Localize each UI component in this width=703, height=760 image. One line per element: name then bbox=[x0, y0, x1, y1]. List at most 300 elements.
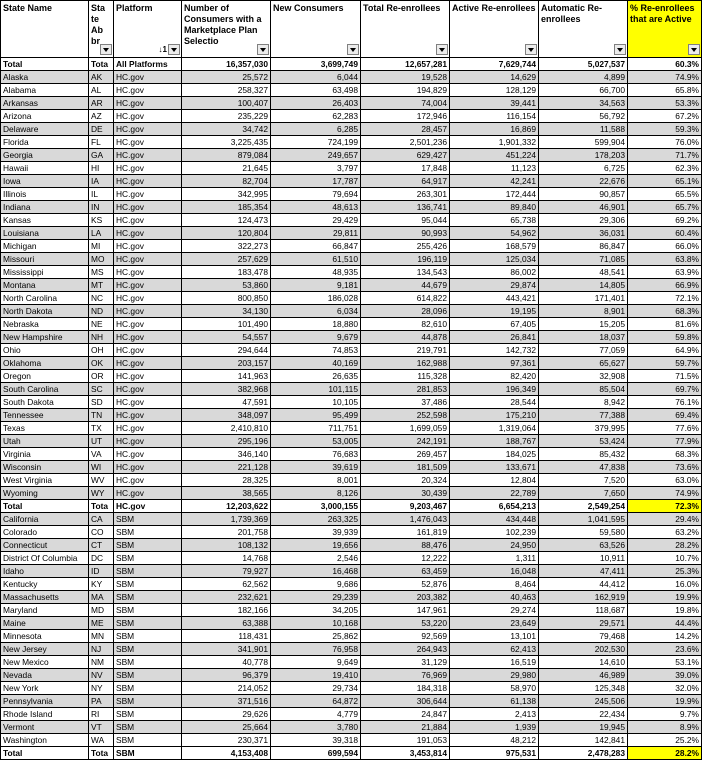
cell-pct-active[interactable]: 8.9% bbox=[628, 721, 702, 734]
cell-total-reenrollees[interactable]: 76,969 bbox=[361, 669, 450, 682]
cell-automatic-reenrollees[interactable]: 125,348 bbox=[539, 682, 628, 695]
cell-state-name[interactable]: New Hampshire bbox=[1, 331, 89, 344]
cell-state-abbr[interactable]: NY bbox=[89, 682, 114, 695]
cell-automatic-reenrollees[interactable]: 32,908 bbox=[539, 370, 628, 383]
cell-state-name[interactable]: California bbox=[1, 513, 89, 526]
cell-automatic-reenrollees[interactable]: 79,468 bbox=[539, 630, 628, 643]
cell-automatic-reenrollees[interactable]: 65,627 bbox=[539, 357, 628, 370]
cell-new-consumers[interactable]: 74,853 bbox=[271, 344, 361, 357]
cell-automatic-reenrollees[interactable]: 22,676 bbox=[539, 175, 628, 188]
cell-new-consumers[interactable]: 9,181 bbox=[271, 279, 361, 292]
cell-state-abbr[interactable]: DC bbox=[89, 552, 114, 565]
cell-automatic-reenrollees[interactable]: 53,424 bbox=[539, 435, 628, 448]
cell-new-consumers[interactable]: 48,935 bbox=[271, 266, 361, 279]
cell-active-reenrollees[interactable]: 184,025 bbox=[450, 448, 539, 461]
cell-new-consumers[interactable]: 3,000,155 bbox=[271, 500, 361, 513]
cell-platform[interactable]: SBM bbox=[114, 695, 182, 708]
cell-state-name[interactable]: Pennsylvania bbox=[1, 695, 89, 708]
cell-automatic-reenrollees[interactable]: 46,989 bbox=[539, 669, 628, 682]
cell-state-abbr[interactable]: MA bbox=[89, 591, 114, 604]
cell-consumers[interactable]: 879,084 bbox=[182, 149, 271, 162]
cell-active-reenrollees[interactable]: 11,123 bbox=[450, 162, 539, 175]
cell-total-reenrollees[interactable]: 30,439 bbox=[361, 487, 450, 500]
cell-automatic-reenrollees[interactable]: 46,901 bbox=[539, 201, 628, 214]
cell-platform[interactable]: HC.gov bbox=[114, 97, 182, 110]
filter-dropdown-button[interactable] bbox=[436, 44, 448, 55]
cell-state-abbr[interactable]: MT bbox=[89, 279, 114, 292]
cell-active-reenrollees[interactable]: 29,980 bbox=[450, 669, 539, 682]
cell-state-abbr[interactable]: TN bbox=[89, 409, 114, 422]
cell-consumers[interactable]: 21,645 bbox=[182, 162, 271, 175]
cell-total-reenrollees[interactable]: 2,501,236 bbox=[361, 136, 450, 149]
cell-automatic-reenrollees[interactable]: 19,945 bbox=[539, 721, 628, 734]
cell-consumers[interactable]: 4,153,408 bbox=[182, 747, 271, 760]
cell-state-name[interactable]: North Dakota bbox=[1, 305, 89, 318]
cell-state-name[interactable]: New Jersey bbox=[1, 643, 89, 656]
cell-active-reenrollees[interactable]: 133,671 bbox=[450, 461, 539, 474]
cell-state-name[interactable]: Hawaii bbox=[1, 162, 89, 175]
cell-state-abbr[interactable]: VT bbox=[89, 721, 114, 734]
cell-pct-active[interactable]: 72.3% bbox=[628, 500, 702, 513]
cell-total-reenrollees[interactable]: 12,222 bbox=[361, 552, 450, 565]
cell-pct-active[interactable]: 71.7% bbox=[628, 149, 702, 162]
cell-new-consumers[interactable]: 19,410 bbox=[271, 669, 361, 682]
cell-consumers[interactable]: 342,995 bbox=[182, 188, 271, 201]
cell-new-consumers[interactable]: 29,734 bbox=[271, 682, 361, 695]
cell-platform[interactable]: HC.gov bbox=[114, 279, 182, 292]
cell-platform[interactable]: HC.gov bbox=[114, 162, 182, 175]
cell-active-reenrollees[interactable]: 26,841 bbox=[450, 331, 539, 344]
cell-state-abbr[interactable]: AK bbox=[89, 71, 114, 84]
cell-total-reenrollees[interactable]: 28,096 bbox=[361, 305, 450, 318]
cell-state-abbr[interactable]: ME bbox=[89, 617, 114, 630]
cell-state-name[interactable]: Connecticut bbox=[1, 539, 89, 552]
cell-new-consumers[interactable]: 3,699,749 bbox=[271, 58, 361, 71]
filter-dropdown-button[interactable] bbox=[688, 44, 700, 55]
cell-consumers[interactable]: 53,860 bbox=[182, 279, 271, 292]
cell-pct-active[interactable]: 71.5% bbox=[628, 370, 702, 383]
cell-active-reenrollees[interactable]: 196,349 bbox=[450, 383, 539, 396]
cell-total-reenrollees[interactable]: 1,699,059 bbox=[361, 422, 450, 435]
cell-state-abbr[interactable]: AZ bbox=[89, 110, 114, 123]
cell-total-reenrollees[interactable]: 88,476 bbox=[361, 539, 450, 552]
cell-state-name[interactable]: Iowa bbox=[1, 175, 89, 188]
cell-total-reenrollees[interactable]: 19,528 bbox=[361, 71, 450, 84]
cell-consumers[interactable]: 1,739,369 bbox=[182, 513, 271, 526]
cell-active-reenrollees[interactable]: 1,939 bbox=[450, 721, 539, 734]
cell-state-abbr[interactable]: AR bbox=[89, 97, 114, 110]
cell-state-abbr[interactable]: IA bbox=[89, 175, 114, 188]
cell-automatic-reenrollees[interactable]: 599,904 bbox=[539, 136, 628, 149]
cell-platform[interactable]: HC.gov bbox=[114, 409, 182, 422]
cell-consumers[interactable]: 382,968 bbox=[182, 383, 271, 396]
cell-consumers[interactable]: 322,273 bbox=[182, 240, 271, 253]
cell-state-abbr[interactable]: VA bbox=[89, 448, 114, 461]
cell-platform[interactable]: HC.gov bbox=[114, 214, 182, 227]
cell-active-reenrollees[interactable]: 7,629,744 bbox=[450, 58, 539, 71]
cell-new-consumers[interactable]: 3,780 bbox=[271, 721, 361, 734]
cell-state-abbr[interactable]: LA bbox=[89, 227, 114, 240]
cell-state-name[interactable]: Texas bbox=[1, 422, 89, 435]
cell-consumers[interactable]: 14,768 bbox=[182, 552, 271, 565]
cell-new-consumers[interactable]: 29,811 bbox=[271, 227, 361, 240]
cell-pct-active[interactable]: 59.7% bbox=[628, 357, 702, 370]
cell-active-reenrollees[interactable]: 97,361 bbox=[450, 357, 539, 370]
cell-consumers[interactable]: 232,621 bbox=[182, 591, 271, 604]
cell-active-reenrollees[interactable]: 42,241 bbox=[450, 175, 539, 188]
cell-platform[interactable]: HC.gov bbox=[114, 227, 182, 240]
cell-automatic-reenrollees[interactable]: 15,205 bbox=[539, 318, 628, 331]
cell-automatic-reenrollees[interactable]: 5,027,537 bbox=[539, 58, 628, 71]
cell-new-consumers[interactable]: 9,686 bbox=[271, 578, 361, 591]
cell-state-name[interactable]: Colorado bbox=[1, 526, 89, 539]
cell-state-abbr[interactable]: OR bbox=[89, 370, 114, 383]
cell-state-name[interactable]: Arizona bbox=[1, 110, 89, 123]
cell-automatic-reenrollees[interactable]: 77,388 bbox=[539, 409, 628, 422]
cell-total-reenrollees[interactable]: 184,318 bbox=[361, 682, 450, 695]
cell-automatic-reenrollees[interactable]: 36,031 bbox=[539, 227, 628, 240]
cell-pct-active[interactable]: 76.1% bbox=[628, 396, 702, 409]
cell-platform[interactable]: HC.gov bbox=[114, 318, 182, 331]
cell-platform[interactable]: SBM bbox=[114, 669, 182, 682]
cell-new-consumers[interactable]: 63,498 bbox=[271, 84, 361, 97]
cell-automatic-reenrollees[interactable]: 85,432 bbox=[539, 448, 628, 461]
cell-consumers[interactable]: 185,354 bbox=[182, 201, 271, 214]
cell-new-consumers[interactable]: 26,635 bbox=[271, 370, 361, 383]
cell-new-consumers[interactable]: 711,751 bbox=[271, 422, 361, 435]
cell-pct-active[interactable]: 19.9% bbox=[628, 591, 702, 604]
cell-state-name[interactable]: Total bbox=[1, 747, 89, 760]
cell-active-reenrollees[interactable]: 434,448 bbox=[450, 513, 539, 526]
cell-state-abbr[interactable]: KY bbox=[89, 578, 114, 591]
cell-consumers[interactable]: 295,196 bbox=[182, 435, 271, 448]
cell-consumers[interactable]: 346,140 bbox=[182, 448, 271, 461]
cell-state-name[interactable]: Tennessee bbox=[1, 409, 89, 422]
cell-total-reenrollees[interactable]: 95,044 bbox=[361, 214, 450, 227]
cell-new-consumers[interactable]: 3,797 bbox=[271, 162, 361, 175]
cell-pct-active[interactable]: 19.9% bbox=[628, 695, 702, 708]
cell-automatic-reenrollees[interactable]: 66,700 bbox=[539, 84, 628, 97]
cell-platform[interactable]: HC.gov bbox=[114, 383, 182, 396]
cell-new-consumers[interactable]: 40,169 bbox=[271, 357, 361, 370]
cell-new-consumers[interactable]: 2,546 bbox=[271, 552, 361, 565]
cell-automatic-reenrollees[interactable]: 71,085 bbox=[539, 253, 628, 266]
cell-pct-active[interactable]: 63.8% bbox=[628, 253, 702, 266]
cell-platform[interactable]: HC.gov bbox=[114, 487, 182, 500]
cell-platform[interactable]: SBM bbox=[114, 604, 182, 617]
cell-new-consumers[interactable]: 19,656 bbox=[271, 539, 361, 552]
cell-pct-active[interactable]: 76.0% bbox=[628, 136, 702, 149]
cell-state-abbr[interactable]: WI bbox=[89, 461, 114, 474]
cell-automatic-reenrollees[interactable]: 2,549,254 bbox=[539, 500, 628, 513]
cell-consumers[interactable]: 258,327 bbox=[182, 84, 271, 97]
cell-total-reenrollees[interactable]: 44,878 bbox=[361, 331, 450, 344]
cell-state-name[interactable]: Kentucky bbox=[1, 578, 89, 591]
cell-new-consumers[interactable]: 39,619 bbox=[271, 461, 361, 474]
cell-total-reenrollees[interactable]: 82,610 bbox=[361, 318, 450, 331]
cell-consumers[interactable]: 38,565 bbox=[182, 487, 271, 500]
cell-active-reenrollees[interactable]: 28,544 bbox=[450, 396, 539, 409]
cell-pct-active[interactable]: 63.0% bbox=[628, 474, 702, 487]
cell-new-consumers[interactable]: 4,779 bbox=[271, 708, 361, 721]
cell-total-reenrollees[interactable]: 9,203,467 bbox=[361, 500, 450, 513]
cell-new-consumers[interactable]: 699,594 bbox=[271, 747, 361, 760]
cell-pct-active[interactable]: 28.2% bbox=[628, 747, 702, 760]
cell-active-reenrollees[interactable]: 13,101 bbox=[450, 630, 539, 643]
cell-state-name[interactable]: Massachusetts bbox=[1, 591, 89, 604]
cell-state-name[interactable]: Montana bbox=[1, 279, 89, 292]
cell-total-reenrollees[interactable]: 52,876 bbox=[361, 578, 450, 591]
cell-platform[interactable]: HC.gov bbox=[114, 266, 182, 279]
cell-new-consumers[interactable]: 8,126 bbox=[271, 487, 361, 500]
cell-new-consumers[interactable]: 186,028 bbox=[271, 292, 361, 305]
cell-active-reenrollees[interactable]: 23,649 bbox=[450, 617, 539, 630]
cell-state-name[interactable]: North Carolina bbox=[1, 292, 89, 305]
cell-pct-active[interactable]: 65.5% bbox=[628, 188, 702, 201]
cell-state-name[interactable]: Nebraska bbox=[1, 318, 89, 331]
cell-total-reenrollees[interactable]: 172,946 bbox=[361, 110, 450, 123]
cell-pct-active[interactable]: 23.6% bbox=[628, 643, 702, 656]
cell-pct-active[interactable]: 44.4% bbox=[628, 617, 702, 630]
cell-active-reenrollees[interactable]: 16,519 bbox=[450, 656, 539, 669]
cell-pct-active[interactable]: 53.1% bbox=[628, 656, 702, 669]
cell-state-name[interactable]: Louisiana bbox=[1, 227, 89, 240]
cell-platform[interactable]: HC.gov bbox=[114, 201, 182, 214]
cell-state-abbr[interactable]: NV bbox=[89, 669, 114, 682]
cell-platform[interactable]: SBM bbox=[114, 565, 182, 578]
cell-state-abbr[interactable]: ID bbox=[89, 565, 114, 578]
cell-platform[interactable]: HC.gov bbox=[114, 188, 182, 201]
cell-platform[interactable]: SBM bbox=[114, 656, 182, 669]
cell-consumers[interactable]: 96,379 bbox=[182, 669, 271, 682]
cell-active-reenrollees[interactable]: 102,239 bbox=[450, 526, 539, 539]
cell-state-abbr[interactable]: UT bbox=[89, 435, 114, 448]
cell-platform[interactable]: SBM bbox=[114, 630, 182, 643]
cell-active-reenrollees[interactable]: 58,970 bbox=[450, 682, 539, 695]
cell-automatic-reenrollees[interactable]: 85,504 bbox=[539, 383, 628, 396]
cell-total-reenrollees[interactable]: 17,848 bbox=[361, 162, 450, 175]
cell-new-consumers[interactable]: 6,034 bbox=[271, 305, 361, 318]
cell-pct-active[interactable]: 28.2% bbox=[628, 539, 702, 552]
cell-state-name[interactable]: Michigan bbox=[1, 240, 89, 253]
cell-total-reenrollees[interactable]: 20,324 bbox=[361, 474, 450, 487]
cell-pct-active[interactable]: 53.3% bbox=[628, 97, 702, 110]
cell-automatic-reenrollees[interactable]: 22,434 bbox=[539, 708, 628, 721]
cell-platform[interactable]: SBM bbox=[114, 513, 182, 526]
cell-state-name[interactable]: New Mexico bbox=[1, 656, 89, 669]
cell-platform[interactable]: HC.gov bbox=[114, 71, 182, 84]
cell-platform[interactable]: HC.gov bbox=[114, 435, 182, 448]
cell-total-reenrollees[interactable]: 162,988 bbox=[361, 357, 450, 370]
cell-state-abbr[interactable]: ND bbox=[89, 305, 114, 318]
cell-consumers[interactable]: 141,963 bbox=[182, 370, 271, 383]
cell-state-name[interactable]: Washington bbox=[1, 734, 89, 747]
cell-automatic-reenrollees[interactable]: 56,792 bbox=[539, 110, 628, 123]
cell-new-consumers[interactable]: 10,105 bbox=[271, 396, 361, 409]
cell-automatic-reenrollees[interactable]: 11,588 bbox=[539, 123, 628, 136]
cell-state-name[interactable]: Mississippi bbox=[1, 266, 89, 279]
cell-consumers[interactable]: 201,758 bbox=[182, 526, 271, 539]
cell-active-reenrollees[interactable]: 1,311 bbox=[450, 552, 539, 565]
cell-active-reenrollees[interactable]: 16,048 bbox=[450, 565, 539, 578]
cell-consumers[interactable]: 124,473 bbox=[182, 214, 271, 227]
cell-state-name[interactable]: Total bbox=[1, 58, 89, 71]
cell-state-abbr[interactable]: IN bbox=[89, 201, 114, 214]
cell-consumers[interactable]: 183,478 bbox=[182, 266, 271, 279]
cell-new-consumers[interactable]: 25,862 bbox=[271, 630, 361, 643]
cell-state-abbr[interactable]: NJ bbox=[89, 643, 114, 656]
cell-state-abbr[interactable]: MN bbox=[89, 630, 114, 643]
cell-new-consumers[interactable]: 39,318 bbox=[271, 734, 361, 747]
cell-platform[interactable]: HC.gov bbox=[114, 370, 182, 383]
cell-active-reenrollees[interactable]: 443,421 bbox=[450, 292, 539, 305]
cell-automatic-reenrollees[interactable]: 44,412 bbox=[539, 578, 628, 591]
cell-platform[interactable]: SBM bbox=[114, 526, 182, 539]
cell-pct-active[interactable]: 39.0% bbox=[628, 669, 702, 682]
cell-automatic-reenrollees[interactable]: 14,805 bbox=[539, 279, 628, 292]
cell-active-reenrollees[interactable]: 62,413 bbox=[450, 643, 539, 656]
cell-state-name[interactable]: Alaska bbox=[1, 71, 89, 84]
cell-state-abbr[interactable]: WA bbox=[89, 734, 114, 747]
cell-state-abbr[interactable]: WV bbox=[89, 474, 114, 487]
cell-automatic-reenrollees[interactable]: 7,520 bbox=[539, 474, 628, 487]
cell-platform[interactable]: SBM bbox=[114, 721, 182, 734]
cell-consumers[interactable]: 294,644 bbox=[182, 344, 271, 357]
cell-active-reenrollees[interactable]: 168,579 bbox=[450, 240, 539, 253]
cell-pct-active[interactable]: 74.9% bbox=[628, 71, 702, 84]
cell-platform[interactable]: HC.gov bbox=[114, 123, 182, 136]
cell-state-name[interactable]: Wyoming bbox=[1, 487, 89, 500]
cell-new-consumers[interactable]: 9,679 bbox=[271, 331, 361, 344]
cell-state-abbr[interactable]: NC bbox=[89, 292, 114, 305]
cell-automatic-reenrollees[interactable]: 90,857 bbox=[539, 188, 628, 201]
cell-new-consumers[interactable]: 79,694 bbox=[271, 188, 361, 201]
cell-pct-active[interactable]: 60.3% bbox=[628, 58, 702, 71]
cell-consumers[interactable]: 34,130 bbox=[182, 305, 271, 318]
cell-new-consumers[interactable]: 76,683 bbox=[271, 448, 361, 461]
cell-consumers[interactable]: 62,562 bbox=[182, 578, 271, 591]
cell-state-name[interactable]: Kansas bbox=[1, 214, 89, 227]
cell-active-reenrollees[interactable]: 29,874 bbox=[450, 279, 539, 292]
cell-state-name[interactable]: Oklahoma bbox=[1, 357, 89, 370]
cell-state-abbr[interactable]: CA bbox=[89, 513, 114, 526]
cell-state-name[interactable]: West Virginia bbox=[1, 474, 89, 487]
cell-state-abbr[interactable]: OH bbox=[89, 344, 114, 357]
cell-automatic-reenrollees[interactable]: 8,901 bbox=[539, 305, 628, 318]
cell-active-reenrollees[interactable]: 61,138 bbox=[450, 695, 539, 708]
cell-active-reenrollees[interactable]: 172,444 bbox=[450, 188, 539, 201]
cell-consumers[interactable]: 54,557 bbox=[182, 331, 271, 344]
cell-new-consumers[interactable]: 95,499 bbox=[271, 409, 361, 422]
cell-platform[interactable]: SBM bbox=[114, 747, 182, 760]
cell-total-reenrollees[interactable]: 1,476,043 bbox=[361, 513, 450, 526]
cell-platform[interactable]: SBM bbox=[114, 643, 182, 656]
cell-pct-active[interactable]: 9.7% bbox=[628, 708, 702, 721]
cell-active-reenrollees[interactable]: 67,405 bbox=[450, 318, 539, 331]
cell-pct-active[interactable]: 60.4% bbox=[628, 227, 702, 240]
cell-new-consumers[interactable]: 29,239 bbox=[271, 591, 361, 604]
cell-state-name[interactable]: Maine bbox=[1, 617, 89, 630]
cell-automatic-reenrollees[interactable]: 14,610 bbox=[539, 656, 628, 669]
cell-new-consumers[interactable]: 76,958 bbox=[271, 643, 361, 656]
cell-state-abbr[interactable]: GA bbox=[89, 149, 114, 162]
cell-total-reenrollees[interactable]: 37,486 bbox=[361, 396, 450, 409]
cell-active-reenrollees[interactable]: 188,767 bbox=[450, 435, 539, 448]
cell-total-reenrollees[interactable]: 264,943 bbox=[361, 643, 450, 656]
filter-dropdown-button[interactable] bbox=[168, 44, 180, 55]
cell-state-abbr[interactable]: NM bbox=[89, 656, 114, 669]
cell-new-consumers[interactable]: 18,880 bbox=[271, 318, 361, 331]
cell-automatic-reenrollees[interactable]: 7,650 bbox=[539, 487, 628, 500]
cell-platform[interactable]: HC.gov bbox=[114, 461, 182, 474]
cell-platform[interactable]: HC.gov bbox=[114, 500, 182, 513]
cell-total-reenrollees[interactable]: 63,459 bbox=[361, 565, 450, 578]
cell-active-reenrollees[interactable]: 82,420 bbox=[450, 370, 539, 383]
cell-consumers[interactable]: 40,778 bbox=[182, 656, 271, 669]
cell-total-reenrollees[interactable]: 252,598 bbox=[361, 409, 450, 422]
cell-automatic-reenrollees[interactable]: 162,919 bbox=[539, 591, 628, 604]
cell-consumers[interactable]: 800,850 bbox=[182, 292, 271, 305]
cell-pct-active[interactable]: 69.7% bbox=[628, 383, 702, 396]
cell-active-reenrollees[interactable]: 39,441 bbox=[450, 97, 539, 110]
cell-total-reenrollees[interactable]: 74,004 bbox=[361, 97, 450, 110]
cell-platform[interactable]: HC.gov bbox=[114, 357, 182, 370]
filter-dropdown-button[interactable] bbox=[525, 44, 537, 55]
cell-active-reenrollees[interactable]: 128,129 bbox=[450, 84, 539, 97]
filter-dropdown-button[interactable] bbox=[257, 44, 269, 55]
cell-automatic-reenrollees[interactable]: 34,563 bbox=[539, 97, 628, 110]
cell-automatic-reenrollees[interactable]: 86,847 bbox=[539, 240, 628, 253]
cell-active-reenrollees[interactable]: 8,464 bbox=[450, 578, 539, 591]
cell-active-reenrollees[interactable]: 16,869 bbox=[450, 123, 539, 136]
cell-new-consumers[interactable]: 64,872 bbox=[271, 695, 361, 708]
cell-automatic-reenrollees[interactable]: 29,306 bbox=[539, 214, 628, 227]
cell-state-name[interactable]: South Carolina bbox=[1, 383, 89, 396]
cell-platform[interactable]: HC.gov bbox=[114, 474, 182, 487]
cell-total-reenrollees[interactable]: 269,457 bbox=[361, 448, 450, 461]
cell-total-reenrollees[interactable]: 147,961 bbox=[361, 604, 450, 617]
cell-state-name[interactable]: Idaho bbox=[1, 565, 89, 578]
cell-state-name[interactable]: Arkansas bbox=[1, 97, 89, 110]
cell-state-abbr[interactable]: MS bbox=[89, 266, 114, 279]
cell-new-consumers[interactable]: 34,205 bbox=[271, 604, 361, 617]
cell-consumers[interactable]: 2,410,810 bbox=[182, 422, 271, 435]
cell-pct-active[interactable]: 77.6% bbox=[628, 422, 702, 435]
cell-platform[interactable]: SBM bbox=[114, 578, 182, 591]
cell-state-abbr[interactable]: RI bbox=[89, 708, 114, 721]
cell-pct-active[interactable]: 25.2% bbox=[628, 734, 702, 747]
cell-pct-active[interactable]: 32.0% bbox=[628, 682, 702, 695]
cell-automatic-reenrollees[interactable]: 18,037 bbox=[539, 331, 628, 344]
cell-active-reenrollees[interactable]: 22,789 bbox=[450, 487, 539, 500]
cell-pct-active[interactable]: 72.1% bbox=[628, 292, 702, 305]
cell-platform[interactable]: HC.gov bbox=[114, 448, 182, 461]
cell-total-reenrollees[interactable]: 194,829 bbox=[361, 84, 450, 97]
cell-state-abbr[interactable]: OK bbox=[89, 357, 114, 370]
cell-new-consumers[interactable]: 16,468 bbox=[271, 565, 361, 578]
cell-new-consumers[interactable]: 9,649 bbox=[271, 656, 361, 669]
cell-state-abbr[interactable]: DE bbox=[89, 123, 114, 136]
cell-total-reenrollees[interactable]: 263,301 bbox=[361, 188, 450, 201]
cell-state-abbr[interactable]: TX bbox=[89, 422, 114, 435]
cell-pct-active[interactable]: 59.8% bbox=[628, 331, 702, 344]
cell-new-consumers[interactable]: 8,001 bbox=[271, 474, 361, 487]
cell-active-reenrollees[interactable]: 175,210 bbox=[450, 409, 539, 422]
cell-consumers[interactable]: 3,225,435 bbox=[182, 136, 271, 149]
cell-new-consumers[interactable]: 66,847 bbox=[271, 240, 361, 253]
cell-total-reenrollees[interactable]: 90,993 bbox=[361, 227, 450, 240]
cell-state-name[interactable]: Missouri bbox=[1, 253, 89, 266]
